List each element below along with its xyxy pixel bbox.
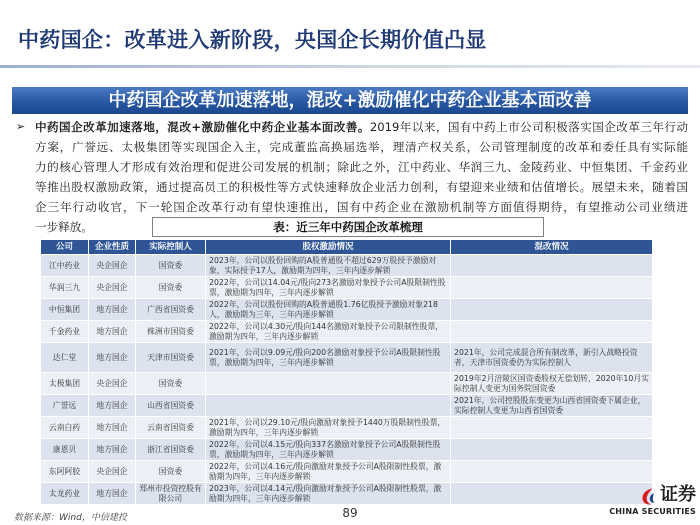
table-row [41,373,653,395]
cell-type: 央企国企 [89,461,136,483]
cell-equity-incentive [206,395,451,417]
section-banner: 中药国企改革加速落地，混改+激励催化中药企业基本面改善 [12,87,688,114]
data-source: 数据来源：Wind，中信建投 [14,513,127,523]
paragraph-line: 企三年行动收官，下一轮国企改革行动有望快速推出，国有中药企业在激励机制等方面值得期待，有望推动公司业绩进 [35,200,688,214]
page-number: 89 [342,506,358,520]
paragraph-line [35,117,688,137]
logo-text-en: CHINA SECURITIES [609,507,696,516]
cell-type: 央企国企 [89,255,136,277]
cell-type: 地方国企 [89,299,136,321]
cell-mixed-reform [451,277,653,299]
cell-company: 千金药业 [41,321,89,343]
cell-mixed-reform [451,439,653,461]
cell-mixed-reform [451,321,653,343]
cell-controller: 国资委 [136,461,206,483]
title-divider [0,65,700,68]
cell-equity-incentive: 2023年，公司以股份回购的A股普通股不超过629万股授予激励对象，实际授予17人，激励期为四年，三年内逐步解锁 [206,255,451,277]
table-row [41,395,653,417]
cell-equity-incentive: 2023年，公司以4.14元/股向激励对象授予公司A股限制性股票，激励期为四年，三年内逐步解锁 [206,483,451,505]
table-row [41,277,653,299]
table-row [41,255,653,277]
bullet-lead: 中药国企改革加速落地，混改+激励催化中药企业基本面改善。 [35,120,370,134]
paragraph-line: 方案，广誉远、太极集团等实现国企入主，完成董监高换届选举，理清产权关系，公司管理制度的改革和委任具有实际能 [35,140,688,154]
table-row [41,299,653,321]
cell-company: 达仁堂 [41,343,89,373]
cell-equity-incentive: 2022年，公司以4.30元/股向144名激励对象授予公司限制性股票，激励期为四年，三年内逐步解锁 [206,321,451,343]
cell-type: 地方国企 [89,483,136,505]
header-equity-incentive: 股权激励情况 [206,240,451,255]
cell-controller: 国资委 [136,255,206,277]
cell-company: 太龙药业 [41,483,89,505]
cell-controller: 浙江省国资委 [136,439,206,461]
cell-company: 华润三九 [41,277,89,299]
paragraph-line: 等推出股权激励政策，通过提高员工的积极性等方式快速释放企业活力创利，有望迎来业绩和估值增长。展望未来，随着国 [35,180,688,194]
table-row [41,417,653,439]
cell-type: 地方国企 [89,395,136,417]
slide-title: 中药国企：改革进入新阶段，央国企长期价值凸显 [18,28,487,52]
table-row [41,321,653,343]
cell-controller: 国资委 [136,373,206,395]
cell-equity-incentive: 2022年，公司以股份回购的A股普通股1.76亿股授予激励对象218人，激励期为三年，三年内逐步解锁 [206,299,451,321]
cell-company: 太极集团 [41,373,89,395]
cell-mixed-reform [451,417,653,439]
cell-controller: 云南省国资委 [136,417,206,439]
cell-equity-incentive [206,373,451,395]
cell-mixed-reform: 2021年，公司完成混合所有制改革，新引入战略投资者，天津市国资委仍为实际控制人 [451,343,653,373]
table-row [41,483,653,505]
header-mixed-reform: 混改情况 [451,240,653,255]
cell-type: 地方国企 [89,343,136,373]
cell-type: 央企国企 [89,277,136,299]
cell-mixed-reform: 2021年，公司控股股东变更为山西省国资委下属企业，实际控制人变更为山西省国资委 [451,395,653,417]
logo-text-cn: 证券 [660,484,696,505]
cell-company: 中恒集团 [41,299,89,321]
arrow-bullet-icon: ➢ [16,120,26,133]
header-company: 公司 [41,240,89,255]
paragraph-text: 2019年以来，国有中药上市公司积极落实国企改革三年行动 [369,120,688,134]
table-row [41,461,653,483]
cell-company: 云南白药 [41,417,89,439]
cell-equity-incentive: 2022年，公司以4.15元/股向337名激励对象授予公司A股限制性股票，激励期为四年，三年内逐步解锁 [206,439,451,461]
header-type: 企业性质 [89,240,136,255]
cell-type: 地方国企 [89,417,136,439]
cell-controller: 郑州市投资控股有限公司 [136,483,206,505]
cell-controller: 山西省国资委 [136,395,206,417]
cell-type: 地方国企 [89,439,136,461]
header-controller: 实际控制人 [136,240,206,255]
cell-mixed-reform [451,255,653,277]
table-header [41,240,653,255]
table-row [41,343,653,373]
cell-equity-incentive: 2021年，公司以29.10元/股向激励对象授予1440万股限制性股票，激励期为四年，三年内逐步解锁 [206,417,451,439]
table-body [41,255,653,505]
cell-mixed-reform [451,299,653,321]
table-row [41,439,653,461]
cell-mixed-reform [451,483,653,505]
cell-type: 央企国企 [89,373,136,395]
cell-mixed-reform [451,461,653,483]
cell-equity-incentive: 2021年，公司以9.09元/股向200名激励对象授予公司A股限制性股票，激励期为四年，三年内逐步解锁 [206,343,451,373]
paragraph-line: 一步释放。 [35,220,93,234]
cell-company: 广誉远 [41,395,89,417]
cell-controller: 广西省国资委 [136,299,206,321]
reform-table [40,239,653,505]
cell-mixed-reform: 2019年2月涪陵区国资委股权无偿划转，2020年10月实际控制人变更为国务院国资委 [451,373,653,395]
cell-equity-incentive: 2022年，公司以14.04元/股向273名激励对象授予公司A股限制性股票，激励期为四年，三年内逐步解锁 [206,277,451,299]
cell-company: 康恩贝 [41,439,89,461]
china-securities-logo-icon [640,487,656,506]
cell-controller: 国资委 [136,277,206,299]
table-caption: 表：近三年中药国企改革梳理 [152,217,544,237]
cell-controller: 天津市国资委 [136,343,206,373]
cell-equity-incentive: 2022年，公司以4.16元/股向激励对象授予公司A股限制性股票，激励期为四年，三年内逐步解锁 [206,461,451,483]
cell-company: 江中药业 [41,255,89,277]
cell-type: 地方国企 [89,321,136,343]
cell-company: 东阿阿胶 [41,461,89,483]
cell-controller: 株洲市国资委 [136,321,206,343]
paragraph-line: 力的核心管理人才形成有效治理和促进公司发展的机制；除此之外，江中药业、华润三九、金陵药业、中恒集团、千金药业 [35,160,688,174]
